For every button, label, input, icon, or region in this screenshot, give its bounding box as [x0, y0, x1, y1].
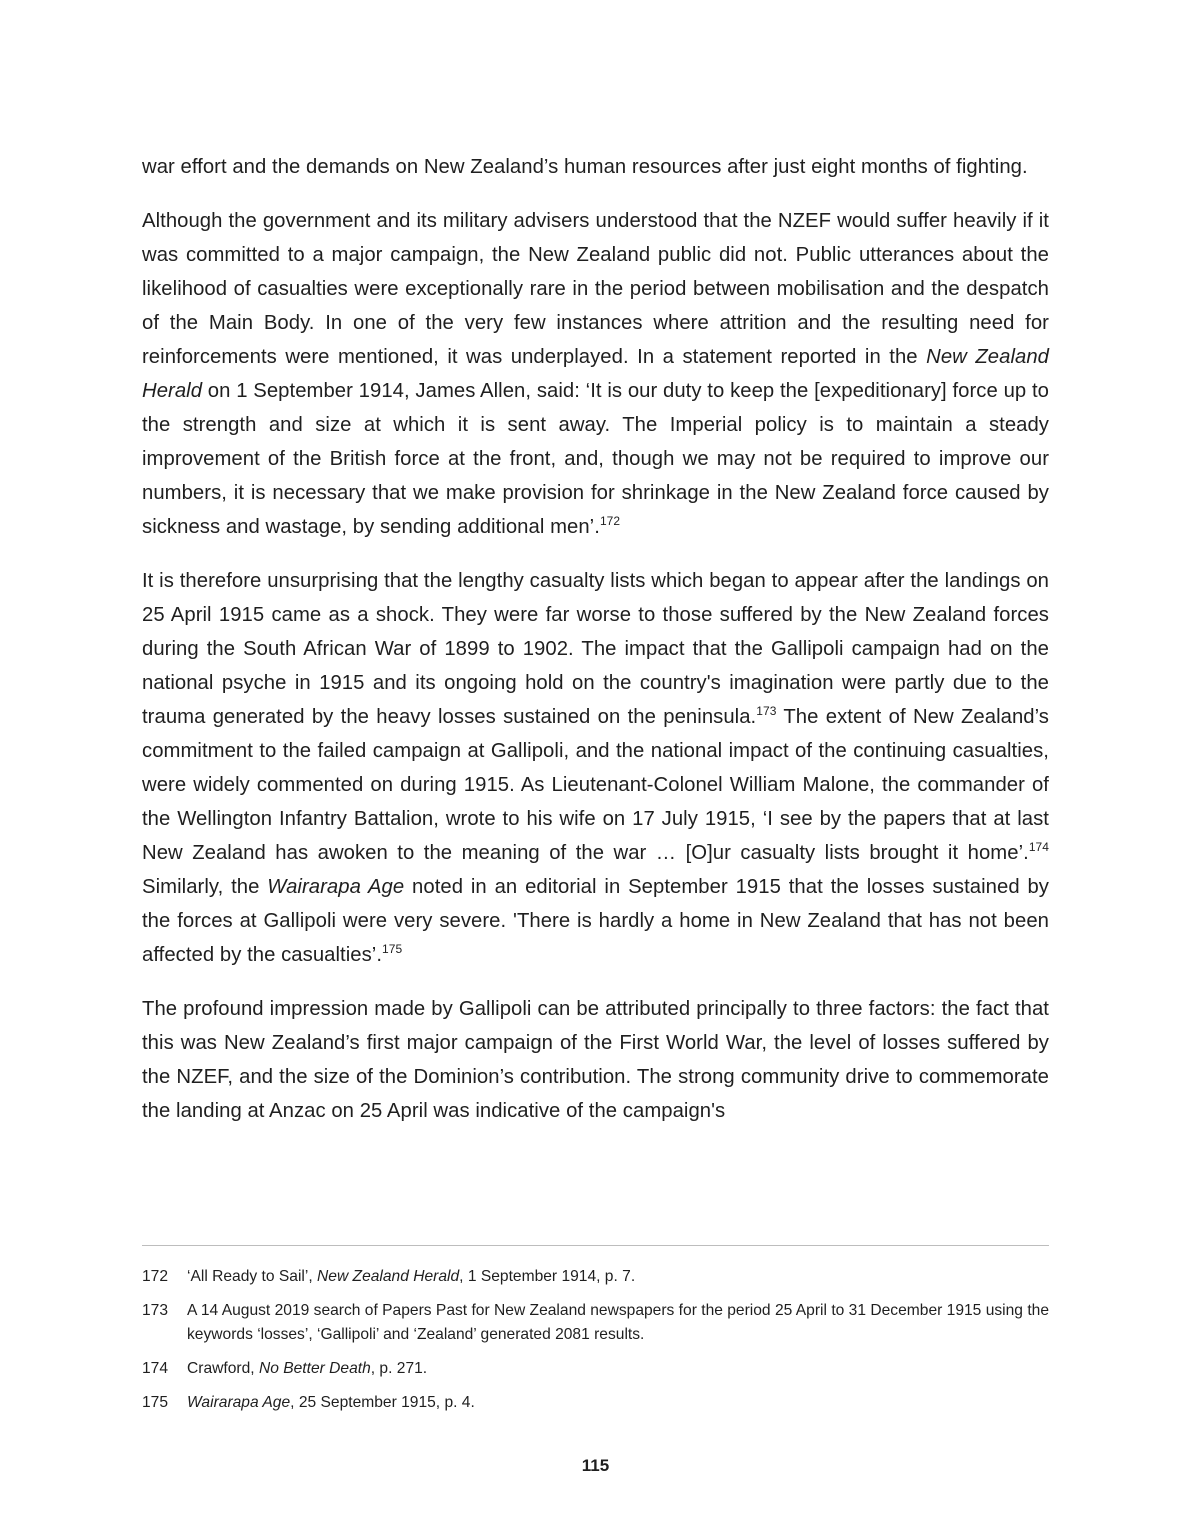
footnote-172	[142, 1265, 1049, 1289]
footnote-174	[142, 1357, 1049, 1381]
publication-title: Wairarapa Age	[267, 876, 405, 898]
paragraph-3	[142, 564, 1049, 972]
paragraph-1	[142, 150, 1049, 184]
paragraph-text: war effort and the demands on New Zealand’s human resources after just eight months of fighting.	[142, 156, 1028, 178]
footnote-number: 172	[142, 1268, 169, 1285]
main-text	[142, 150, 1049, 1148]
footnote-173	[142, 1299, 1049, 1347]
footnote-text-part: ‘All Ready to Sail’,	[187, 1268, 318, 1285]
footnote-text-part: A 14 August 2019 search of Papers Past for New Zealand newspapers for the period 25 April to 31 December 1915 using the keywords ‘losses’, ‘Gallipoli’ and ‘Zealand’ generated 2081 results.	[187, 1302, 1049, 1343]
footnote-ref-172[interactable]: 172	[599, 514, 621, 528]
footnote-ref-175[interactable]: 175	[382, 942, 403, 956]
footnotes	[142, 1245, 1049, 1425]
publication-title: Wairarapa Age	[187, 1394, 291, 1411]
paragraph-4	[142, 992, 1049, 1128]
footnote-number: 173	[142, 1302, 169, 1319]
page-number: 115	[581, 1456, 610, 1475]
publication-title: New Zealand Herald	[142, 346, 1049, 402]
footnote-text	[187, 1391, 1049, 1415]
footnote-text	[187, 1265, 1049, 1289]
paragraph-text: Similarly, the	[142, 876, 268, 898]
footnote-number: 175	[142, 1394, 169, 1411]
footnote-text-part: , 1 September 1914, p. 7.	[459, 1268, 636, 1285]
footnote-text-part: , p. 271.	[370, 1360, 428, 1377]
footnote-text	[187, 1357, 1049, 1381]
footnote-number: 174	[142, 1360, 169, 1377]
footnote-text-part: , 25 September 1915, p. 4.	[290, 1394, 475, 1411]
footnote-175	[142, 1391, 1049, 1415]
footnote-ref-173[interactable]: 173	[756, 704, 777, 718]
paragraph-text: The extent of New Zealand’s commitment to the failed campaign at Gallipoli, and the national impact of the continuing casualties, were widely commented on during 1915. As Lieutenant-Colonel William Malone, the commander of the Wellington Infantry Battalion, wrote to his wife on 17 July 1915, ‘I see by the papers that at last New Zealand has awoken to the meaning of the war … [O]ur casualty lists brought it home’.	[142, 706, 1049, 864]
publication-title: No Better Death	[258, 1360, 371, 1377]
paragraph-text: It is therefore unsurprising that the lengthy casualty lists which began to appear after the landings on 25 April 1915 came as a shock. They were far worse to those suffered by the New Zealand forces during the South African War of 1899 to 1902. The impact that the Gallipoli campaign had on the national psyche in 1915 and its ongoing hold on the country's imagination were partly due to the trauma generated by the heavy losses sustained on the peninsula.	[142, 570, 1049, 728]
footnote-ref-174[interactable]: 174	[1028, 840, 1049, 854]
paragraph-2	[142, 204, 1049, 544]
paragraph-text: noted in an editorial in September 1915 that the losses sustained by the forces at Gallipoli were very severe. 'There is hardly a home in New Zealand that has not been affected by the casualties’.	[142, 876, 1050, 966]
paragraph-text: The profound impression made by Gallipoli can be attributed principally to three factors: the fact that this was New Zealand’s first major campaign of the First World War, the level of losses suffered by the NZEF, and the size of the Dominion’s contribution. The strong community drive to commemorate the landing at Anzac on 25 April was indicative of the campaign's	[142, 998, 1049, 1122]
paragraph-text: Although the government and its military advisers understood that the NZEF would suffer heavily if it was committed to a major campaign, the New Zealand public did not. Public utterances about the likelihood of casualties were exceptionally rare in the period between mobilisation and the despatch of the Main Body. In one of the very few instances where attrition and the resulting need for reinforcements were mentioned, it was underplayed. In a statement reported in the	[142, 210, 1049, 368]
footnote-text	[187, 1299, 1049, 1347]
footnote-text-part: Crawford,	[187, 1360, 259, 1377]
publication-title: New Zealand Herald	[317, 1268, 460, 1285]
paragraph-text: on 1 September 1914, James Allen, said: ‘It is our duty to keep the [expeditionary] force up to the strength and size at which it is sent away. The Imperial policy is to maintain a steady improvement of the British force at the front, and, though we may not be required to improve our numbers, it is necessary that we make provision for shrinkage in the New Zealand force caused by sickness and wastage, by sending additional men’.	[142, 380, 1049, 538]
